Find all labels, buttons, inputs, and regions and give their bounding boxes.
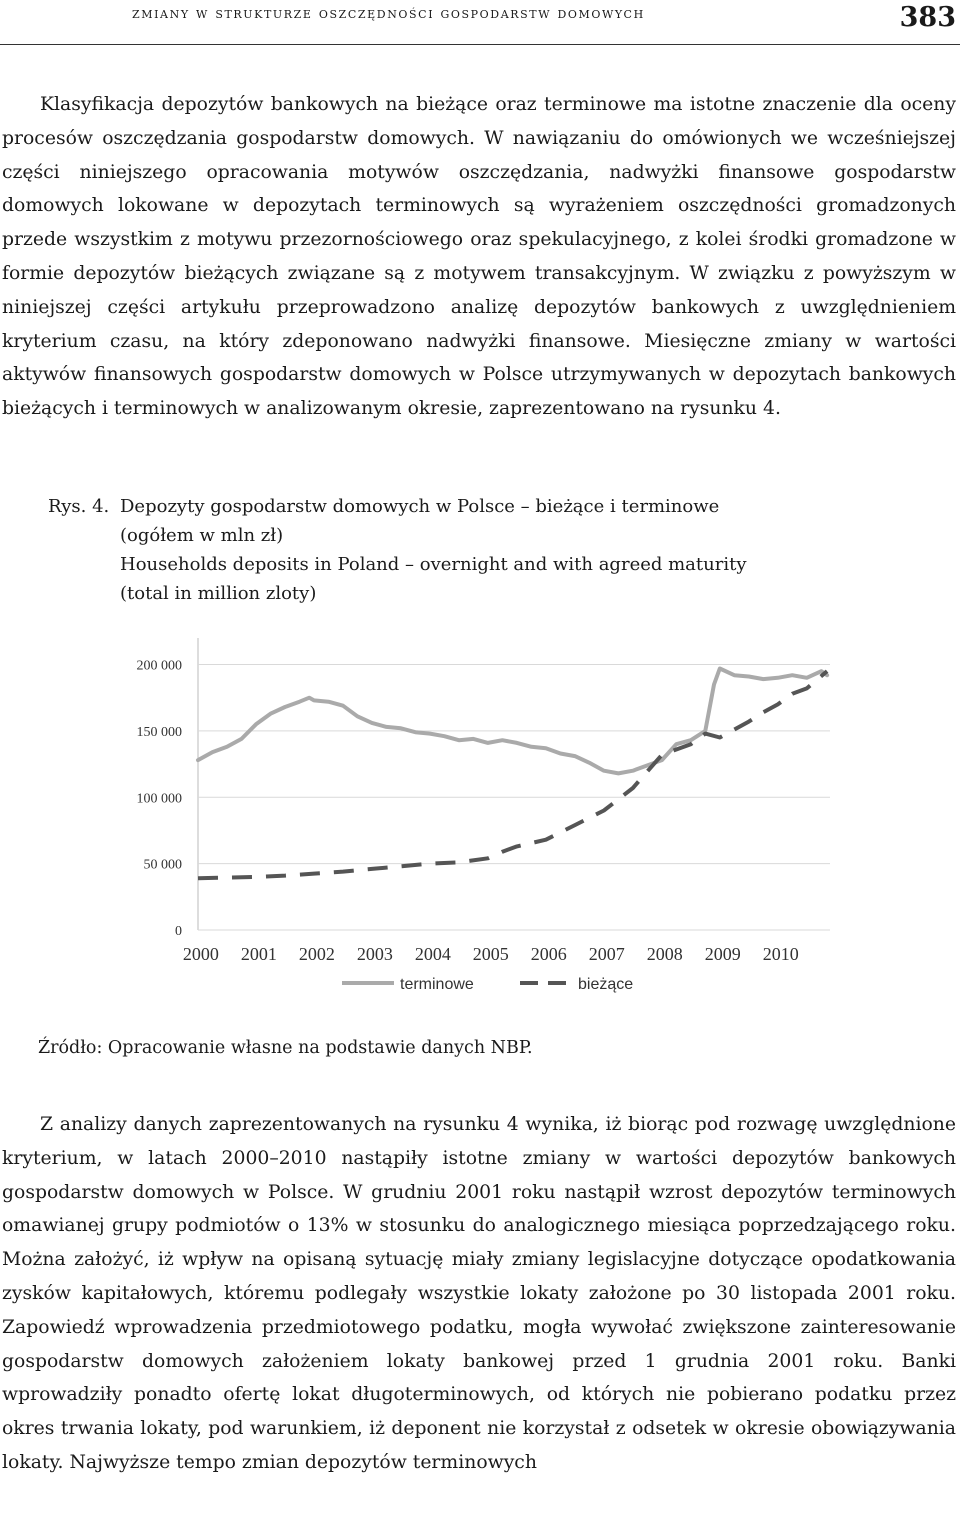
y-tick-label: 200 000: [136, 658, 182, 674]
y-tick-label: 100 000: [136, 791, 182, 807]
caption-en-line-1: Households deposits in Poland – overnight and with agreed maturity: [120, 554, 747, 575]
x-tick-label: 2000: [182, 944, 219, 964]
caption-pl-line-1: Depozyty gospodarstw domowych w Polsce – bieżące i terminowe: [120, 496, 720, 517]
legend-label: bieżące: [578, 976, 634, 993]
x-tick-label: 2007: [588, 944, 625, 964]
caption-pl-line-2: (ogółem w mln zł): [120, 525, 284, 546]
x-tick-label: 2004: [414, 944, 451, 964]
figure-source: Źródło: Opracowanie własne na podstawie danych NBP.: [38, 1038, 533, 1058]
x-tick-label: 2002: [298, 944, 335, 964]
x-tick-label: 2010: [762, 944, 799, 964]
y-tick-label: 0: [175, 924, 182, 939]
x-tick-label: 2005: [472, 944, 509, 964]
series-line-terminowe: [198, 669, 827, 774]
body-paragraph: Klasyfikacja depozytów bankowych na bieżące oraz terminowe ma istotne znaczenie dla oceny procesów oszczędzania gospodarstw domowych. W nawiązaniu do omówionych we wcześniejszej części niniejszego opracowania motywów oszczędzania, nadwyżki finansowe gospodarstw domowych lokowane w depozytach terminowych są wyrażeniem oszczędności gromadzonych przede wszystkim z motywu przezornościowego oraz spekulacyjnego, z kolei środki gromadzone w formie depozytów bieżących związane są z motywem transakcyjnym. W związku z powyższym w niniejszej części artykułu przeprowadzono analizę depozytów bankowych z uwzględnieniem kryterium czasu, na który zdeponowano nadwyżki finansowe. Miesięczne zmiany w wartości aktywów finansowych gospodarstw domowych w Polsce utrzymywanych w depozytach bankowych bieżących i terminowych w analizowanym okresie, zaprezentowano na rysunku 4.: [2, 94, 956, 420]
figure-caption: [48, 492, 820, 608]
x-tick-label: 2006: [530, 944, 567, 964]
legend-label: terminowe: [400, 976, 474, 993]
running-title: zmiany w strukturze oszczędności gospodarstw domowych: [132, 4, 645, 22]
page-number: 383: [899, 2, 956, 33]
y-tick-label: 50 000: [143, 857, 182, 873]
x-tick-label: 2008: [646, 944, 683, 964]
page-header: [0, 0, 960, 45]
x-tick-label: 2003: [356, 944, 393, 964]
x-tick-label: 2009: [704, 944, 741, 964]
figure-label: Rys. 4.: [48, 496, 110, 517]
caption-en-line-2: (total in million zloty): [120, 583, 317, 604]
body-paragraph: Z analizy danych zaprezentowanych na rysunku 4 wynika, iż biorąc pod rozwagę uwzględnione kryterium, w latach 2000–2010 nastąpiły istotne zmiany w wartości depozytów bankowych gospodarstw domowych w Polsce. W grudniu 2001 roku nastąpił wzrost depozytów terminowych omawianej grupy podmiotów o 13% w stosunku do analogicznego miesiąca poprzedzającego roku. Można założyć, iż wpływ na opisaną sytuację miały zmiany legislacyjne dotyczące opodatkowania zysków kapitałowych, któremu podlegały wszystkie lokaty założone po 30 listopada 2001 roku. Zapowiedź wprowadzenia przedmiotowego podatku, mogła wywołać zwiększone zainteresowanie gospodarstw domowych założeniem lokaty bankowej przed 1 grudnia 2001 roku. Banki wprowadziły ponadto ofertę lokat długoterminowych, od których nie pobierano podatku przez okres trwania lokaty, pod warunkiem, iż deponent nie korzystał z odsetek w okresie obowiązywania lokaty. Najwyższe tempo zmian depozytów terminowych: [2, 1114, 956, 1473]
x-tick-label: 2001: [240, 944, 277, 964]
y-tick-label: 150 000: [136, 724, 182, 740]
deposits-line-chart: [0, 620, 960, 1010]
